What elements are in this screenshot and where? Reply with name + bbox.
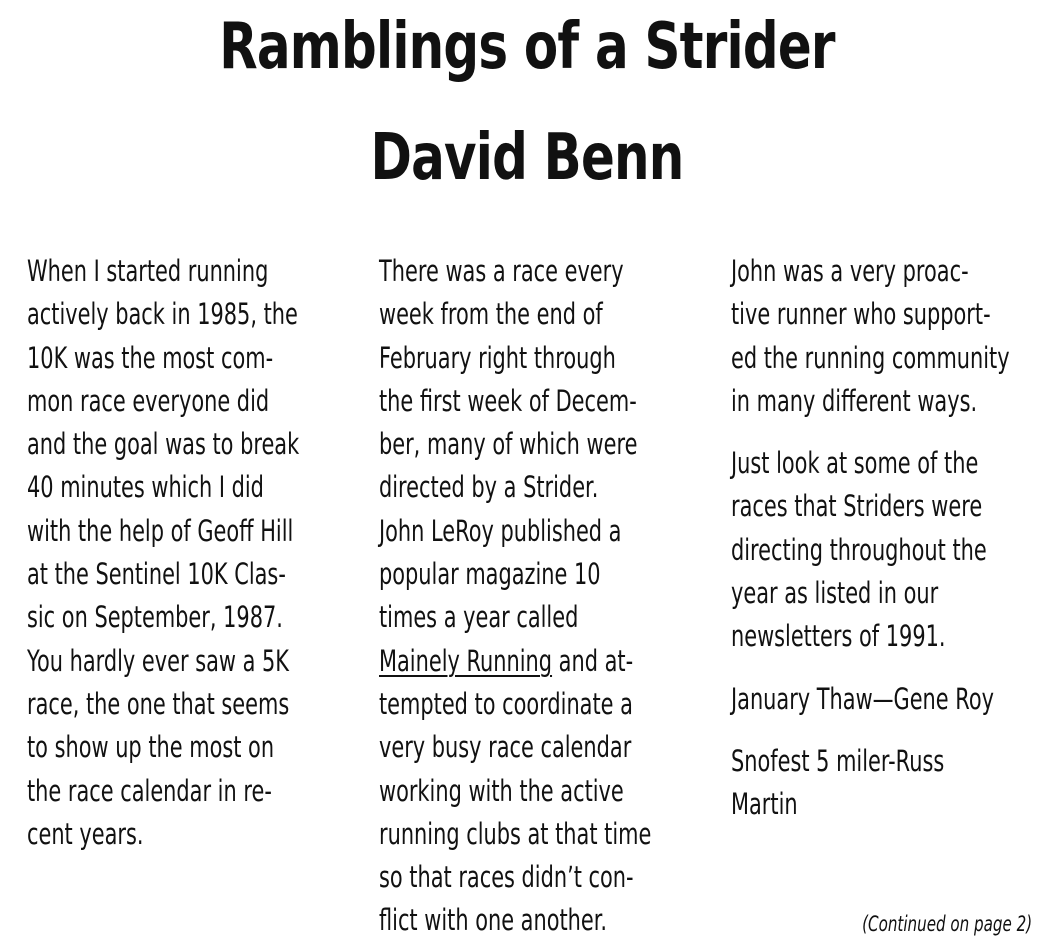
text-line: mon race everyone did xyxy=(27,383,270,418)
race-item: January Thaw—Gene Roy xyxy=(731,681,994,716)
author-name: David Benn xyxy=(370,121,684,195)
text-line: the race calendar in re- xyxy=(27,773,272,808)
text-line: week from the end of xyxy=(379,297,603,332)
text-line: flict with one another. xyxy=(379,903,608,938)
continued-note: (Continued on page 2) xyxy=(861,912,1032,936)
text-line: ed the running community xyxy=(731,340,1010,375)
text-line: cent years. xyxy=(27,816,144,851)
text-line: tive runner who support- xyxy=(731,297,991,332)
magazine-title: Mainely Running xyxy=(379,643,553,678)
text-line: so that races didn’t con- xyxy=(379,860,634,895)
text-line: When I started running xyxy=(27,254,269,288)
text-line: 40 minutes which I did xyxy=(27,470,264,505)
text-line: very busy race calendar xyxy=(379,730,632,765)
paragraph xyxy=(731,442,1041,658)
text-line: working with the active xyxy=(379,773,624,808)
race-listing xyxy=(731,740,1041,827)
text-line: at the Sentinel 10K Clas- xyxy=(27,557,286,592)
text-line: with the help of Geoff Hill xyxy=(27,513,294,548)
text-line: directed by a Strider. xyxy=(379,470,599,505)
text-line: in many different ways. xyxy=(731,383,978,418)
text-line: times a year called xyxy=(379,600,579,635)
race-item: Martin xyxy=(731,787,798,822)
text-line: the first week of Decem- xyxy=(379,383,637,418)
column-3 xyxy=(731,250,1041,827)
text-line: tempted to coordinate a xyxy=(379,686,633,721)
text-line: actively back in 1985, the xyxy=(27,297,298,332)
text-line: races that Striders were xyxy=(731,489,983,524)
text-line: race, the one that seems xyxy=(27,686,290,721)
paragraph xyxy=(731,250,1041,423)
text-line xyxy=(379,640,689,683)
paragraph-spacer xyxy=(731,721,1041,740)
text-line: 10K was the most com- xyxy=(27,340,274,375)
paragraph xyxy=(379,250,689,943)
text-line: year as listed in our xyxy=(731,576,939,611)
text-line: You hardly ever saw a 5K xyxy=(27,643,289,678)
text-line: February right through xyxy=(379,340,616,375)
race-listing xyxy=(731,678,1041,721)
text-line: running clubs at that time xyxy=(379,816,652,851)
text-line: to show up the most on xyxy=(27,730,275,765)
paragraph-spacer xyxy=(731,659,1041,678)
text-line: directing throughout the xyxy=(731,532,987,567)
text-line: Just look at some of the xyxy=(731,446,979,481)
column-1 xyxy=(27,250,337,856)
text-line: popular magazine 10 xyxy=(379,557,601,592)
text-line: John LeRoy published a xyxy=(379,513,622,548)
column-2 xyxy=(379,250,689,943)
paragraph-spacer xyxy=(731,423,1041,442)
text-line: and the goal was to break xyxy=(27,427,300,462)
text-line: newsletters of 1991. xyxy=(731,619,946,654)
text-line: ber, many of which were xyxy=(379,427,638,462)
race-item: Snofest 5 miler-Russ xyxy=(731,743,945,778)
text-line: There was a race every xyxy=(379,254,624,288)
article-title: Ramblings of a Strider xyxy=(219,10,835,84)
text-fragment: and at- xyxy=(552,643,634,678)
paragraph xyxy=(27,250,337,856)
text-line: John was a very proac- xyxy=(731,254,969,288)
text-line: sic on September, 1987. xyxy=(27,600,283,635)
